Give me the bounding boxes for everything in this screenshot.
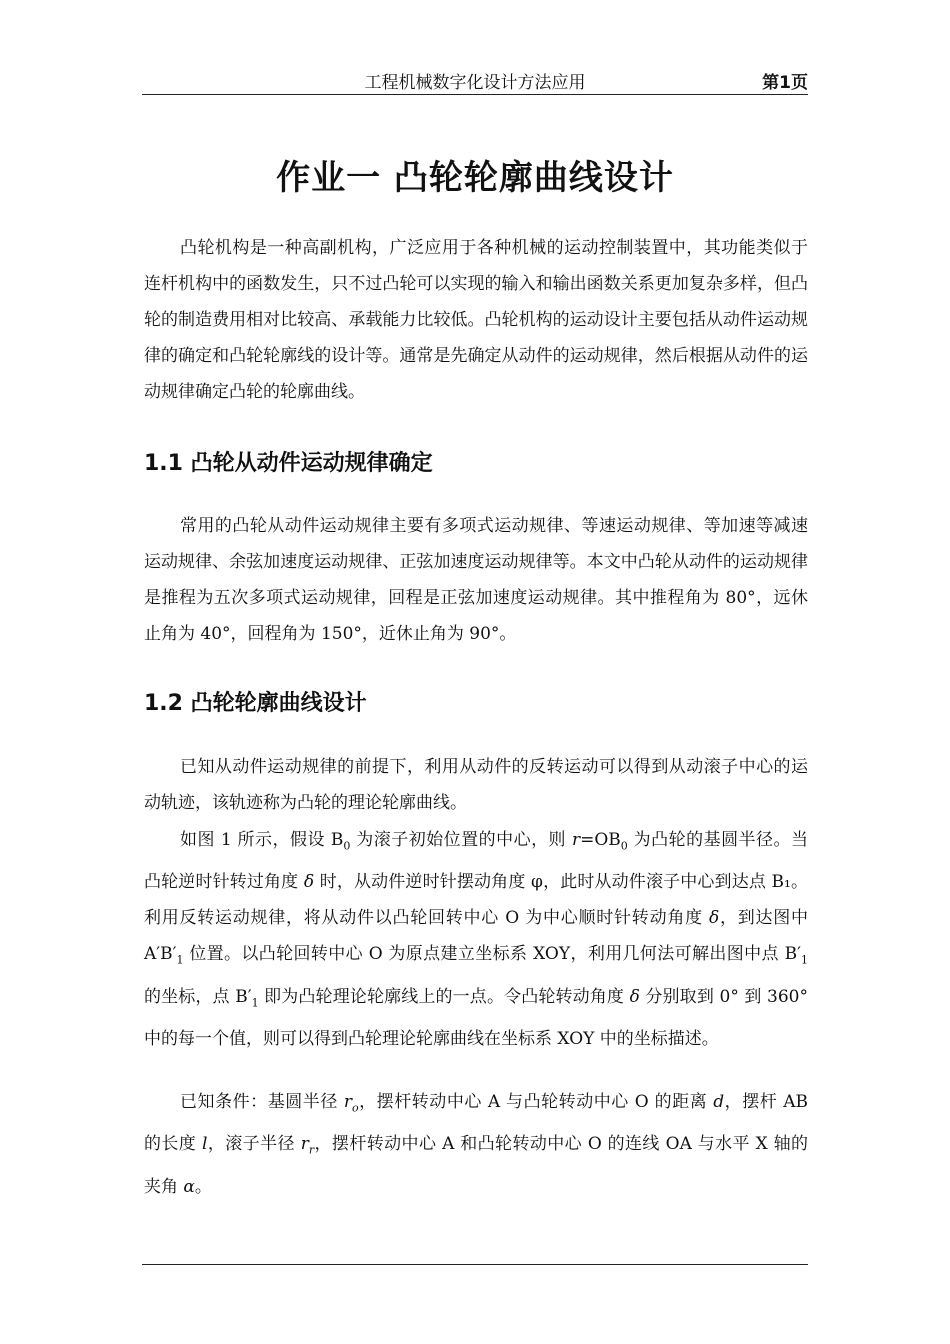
section-1-heading: 1.1 凸轮从动件运动规律确定 [144, 451, 433, 476]
section-2-heading: 1.2 凸轮轮廓曲线设计 [144, 691, 367, 716]
subscript: 0 [343, 839, 351, 853]
text-run: 。 [194, 1176, 212, 1197]
intro-paragraph: 凸轮机构是一种高副机构，广泛应用于各种机械的运动控制装置中，其功能类似于连杆机构中的函数发生，只不过凸轮可以实现的输入和输出函数关系更加复杂多样，但凸轮的制造费用相对比较高、承载能力比较低。凸轮机构的运动设计主要包括从动件运动规律的确定和凸轮轮廓线的设计等。通常是先确定从动件的运动规律，然后根据从动件的运动规律确定凸轮的轮廓曲线。 [144, 238, 808, 402]
subscript: 1 [176, 953, 184, 967]
text-run: 已知条件：基圆半径 [180, 1092, 344, 1112]
text-run: 时，从动件逆时针摆动角度 φ，此时从动件滚子中心到达点 B₁。利用反转运动规律，将从动件以凸轮回转中心 O 为中心顺时针转动角度 [144, 872, 809, 929]
variable-delta: δ [629, 986, 640, 1007]
variable-r: r [300, 1134, 309, 1155]
variable-d: d [713, 1092, 725, 1112]
section-2-paragraph-1: 已知从动件运动规律的前提下，利用从动件的反转运动可以得到从动滚子中心的运动轨迹，该轨迹称为凸轮的理论轮廓曲线。 [144, 757, 808, 813]
text-run: ，摆杆 AB 的长度 [144, 1092, 808, 1155]
text-run: 位置。以凸轮回转中心 O 为原点建立坐标系 XOY，利用几何法可解出图中点 B′ [183, 944, 801, 965]
section-2-paragraph-3 [144, 1084, 808, 1205]
text-run: 即为凸轮理论轮廓线上的一点。令凸轮转动角度 [258, 986, 630, 1007]
subscript: o [351, 1101, 359, 1115]
footer-rule [142, 1264, 808, 1265]
text-run: ，滚子半径 [207, 1134, 301, 1155]
subscript: 0 [620, 839, 628, 853]
text-run: 如图 1 所示，假设 B [180, 830, 344, 850]
text-run: 为滚子初始位置的中心，则 [350, 830, 572, 850]
variable-alpha: α [183, 1176, 195, 1197]
text-run: 的坐标，点 B′ [144, 986, 252, 1007]
variable-r: r [343, 1092, 352, 1112]
variable-delta: δ [708, 908, 720, 929]
section-1-paragraph: 常用的凸轮从动件运动规律主要有多项式运动规律、等速运动规律、等加速等减速运动规律、余弦加速度运动规律、正弦加速度运动规律等。本文中凸轮从动件的运动规律是推程为五次多项式运动规律，回程是正弦加速度运动规律。其中推程角为 80°，远休止角为 40°，回程角为 150°，近休止角为 90°。 [144, 516, 808, 644]
document-title: 作业一 凸轮轮廓曲线设计 [276, 158, 674, 198]
header-title: 工程机械数字化设计方法应用 [364, 73, 586, 93]
subscript: r [308, 1143, 315, 1157]
text-run: 分别取到 0° 到 360° 中的每一个值，则可以得到凸轮理论轮廓曲线在坐标系 XOY 中的坐标描述。 [144, 986, 808, 1050]
section-2-paragraph-2 [144, 822, 808, 1057]
text-run: ，摆杆转动中心 A 与凸轮转动中心 O 的距离 [358, 1092, 714, 1112]
variable-r: r [571, 830, 581, 850]
text-run: 为凸轮的基圆半径。当凸轮逆时针转过角度 [144, 830, 808, 893]
page-header [142, 66, 808, 95]
subscript: 1 [801, 953, 808, 967]
text-run: =OB [580, 830, 621, 850]
header-page-number: 第1页 [762, 73, 808, 93]
text-run: ，摆杆转动中心 A 和凸轮转动中心 O 的连线 OA 与水平 X 轴的夹角 [144, 1134, 808, 1197]
text-run: ，到达图中 A′B′ [144, 908, 808, 965]
variable-l: l [202, 1134, 208, 1155]
subscript: 1 [251, 996, 259, 1010]
variable-delta: δ [303, 872, 315, 893]
